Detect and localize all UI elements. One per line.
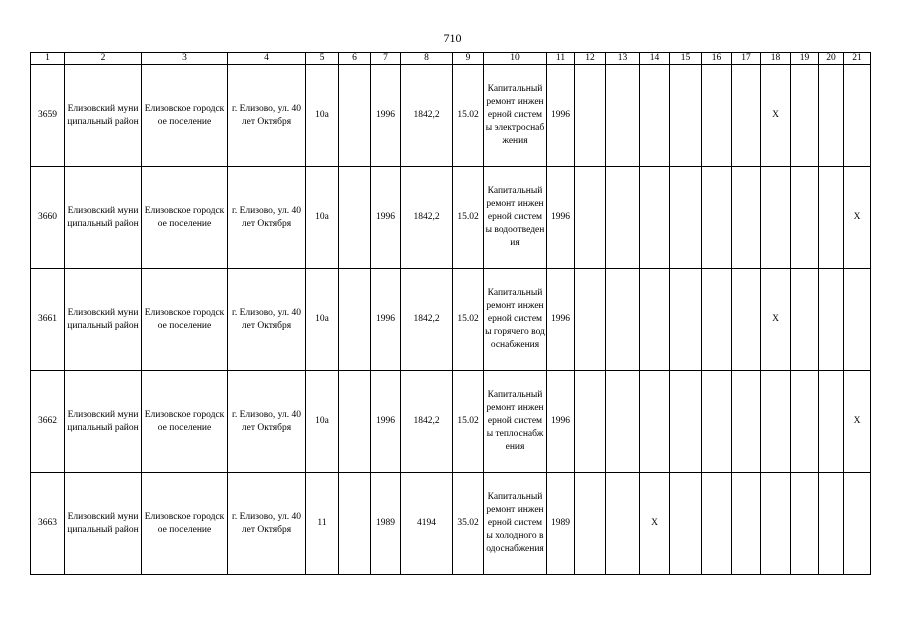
table-cell xyxy=(791,65,819,167)
table-cell xyxy=(606,473,640,575)
column-number: 15 xyxy=(670,53,702,65)
table-cell: 10а xyxy=(306,65,339,167)
table-cell: Х xyxy=(844,167,871,269)
table-cell: 3661 xyxy=(31,269,65,371)
table-cell xyxy=(606,167,640,269)
table-cell: 15.02 xyxy=(453,371,484,473)
table-cell xyxy=(819,371,844,473)
table-cell: Капитальный ремонт инженерной системы горячего водоснабжения xyxy=(484,269,547,371)
table-cell xyxy=(761,167,791,269)
table-cell: 1989 xyxy=(547,473,575,575)
table-cell: 4194 xyxy=(401,473,453,575)
table-cell: Елизовский муниципальный район xyxy=(65,65,142,167)
table-cell: Капитальный ремонт инженерной системы теплоснабжения xyxy=(484,371,547,473)
table-cell: 1842,2 xyxy=(401,65,453,167)
table-cell xyxy=(732,473,761,575)
table-cell xyxy=(606,269,640,371)
table-cell xyxy=(702,167,732,269)
table-cell: 15.02 xyxy=(453,269,484,371)
table-cell: 1996 xyxy=(547,65,575,167)
table-cell xyxy=(640,65,670,167)
table-cell xyxy=(575,473,606,575)
table-cell: 15.02 xyxy=(453,167,484,269)
table-cell: Капитальный ремонт инженерной системы холодного водоснабжения xyxy=(484,473,547,575)
table-cell: 1996 xyxy=(371,65,401,167)
table-cell xyxy=(670,371,702,473)
column-number: 13 xyxy=(606,53,640,65)
column-number: 3 xyxy=(142,53,228,65)
column-number: 5 xyxy=(306,53,339,65)
column-number: 9 xyxy=(453,53,484,65)
table-cell: 1996 xyxy=(547,269,575,371)
register-body xyxy=(31,53,871,575)
table-cell xyxy=(640,269,670,371)
table-cell: г. Елизово, ул. 40 лет Октября xyxy=(228,269,306,371)
table-row xyxy=(31,167,871,269)
table-cell xyxy=(640,167,670,269)
table-cell xyxy=(791,473,819,575)
table-cell xyxy=(575,269,606,371)
column-number: 11 xyxy=(547,53,575,65)
table-cell xyxy=(761,371,791,473)
table-cell: Капитальный ремонт инженерной системы электроснабжения xyxy=(484,65,547,167)
column-number: 18 xyxy=(761,53,791,65)
table-cell: Х xyxy=(640,473,670,575)
table-cell: Капитальный ремонт инженерной системы водоотведения xyxy=(484,167,547,269)
table-cell xyxy=(732,269,761,371)
table-cell: 1842,2 xyxy=(401,269,453,371)
table-cell: 1989 xyxy=(371,473,401,575)
table-cell xyxy=(819,65,844,167)
table-cell xyxy=(844,269,871,371)
column-number: 2 xyxy=(65,53,142,65)
table-cell xyxy=(819,167,844,269)
table-cell: 1996 xyxy=(371,269,401,371)
column-number: 12 xyxy=(575,53,606,65)
table-cell: 35.02 xyxy=(453,473,484,575)
table-cell xyxy=(670,269,702,371)
column-number: 17 xyxy=(732,53,761,65)
table-cell: Елизовское городское поселение xyxy=(142,269,228,371)
table-cell xyxy=(575,65,606,167)
column-number: 20 xyxy=(819,53,844,65)
table-cell: 3660 xyxy=(31,167,65,269)
table-cell xyxy=(606,65,640,167)
table-cell xyxy=(339,371,371,473)
table-cell: 1842,2 xyxy=(401,167,453,269)
table-cell xyxy=(339,167,371,269)
table-cell: 10а xyxy=(306,269,339,371)
table-cell xyxy=(670,65,702,167)
table-cell: 1996 xyxy=(371,167,401,269)
table-cell xyxy=(339,65,371,167)
table-cell: Елизовское городское поселение xyxy=(142,473,228,575)
table-cell: Елизовский муниципальный район xyxy=(65,371,142,473)
table-cell xyxy=(844,473,871,575)
table-cell xyxy=(791,371,819,473)
table-cell: Х xyxy=(761,65,791,167)
table-cell xyxy=(670,167,702,269)
column-number: 16 xyxy=(702,53,732,65)
table-cell xyxy=(819,269,844,371)
table-cell: 3659 xyxy=(31,65,65,167)
table-cell: 1842,2 xyxy=(401,371,453,473)
table-cell: г. Елизово, ул. 40 лет Октября xyxy=(228,167,306,269)
table-cell: Елизовский муниципальный район xyxy=(65,269,142,371)
table-cell xyxy=(761,473,791,575)
table-cell xyxy=(844,65,871,167)
page-number: 710 xyxy=(443,31,462,45)
table-cell: г. Елизово, ул. 40 лет Октября xyxy=(228,473,306,575)
table-cell xyxy=(702,269,732,371)
table-cell: 11 xyxy=(306,473,339,575)
table-row xyxy=(31,65,871,167)
table-cell xyxy=(702,65,732,167)
table-row xyxy=(31,269,871,371)
table-cell xyxy=(732,371,761,473)
table-cell: Х xyxy=(844,371,871,473)
table-cell xyxy=(640,371,670,473)
table-cell: г. Елизово, ул. 40 лет Октября xyxy=(228,371,306,473)
table-cell: Елизовский муниципальный район xyxy=(65,167,142,269)
table-cell: г. Елизово, ул. 40 лет Октября xyxy=(228,65,306,167)
table-cell: 1996 xyxy=(547,371,575,473)
table-cell xyxy=(791,167,819,269)
table-cell xyxy=(732,65,761,167)
table-cell: 3663 xyxy=(31,473,65,575)
table-row xyxy=(31,473,871,575)
table-row xyxy=(31,371,871,473)
table-cell: 15.02 xyxy=(453,65,484,167)
table-cell: 3662 xyxy=(31,371,65,473)
table-cell xyxy=(339,473,371,575)
table-cell xyxy=(575,371,606,473)
table-cell: 10а xyxy=(306,167,339,269)
register-table xyxy=(30,52,871,575)
table-cell xyxy=(670,473,702,575)
table-cell: 1996 xyxy=(371,371,401,473)
column-number: 19 xyxy=(791,53,819,65)
table-cell: 10а xyxy=(306,371,339,473)
column-number: 4 xyxy=(228,53,306,65)
column-number: 21 xyxy=(844,53,871,65)
column-number: 8 xyxy=(401,53,453,65)
table-cell xyxy=(339,269,371,371)
table-cell xyxy=(702,473,732,575)
column-number: 14 xyxy=(640,53,670,65)
table-cell: Елизовское городское поселение xyxy=(142,65,228,167)
column-number: 6 xyxy=(339,53,371,65)
column-number: 7 xyxy=(371,53,401,65)
column-number-row xyxy=(31,53,871,65)
table-cell xyxy=(606,371,640,473)
table-cell xyxy=(791,269,819,371)
table-cell: Х xyxy=(761,269,791,371)
table-cell xyxy=(702,371,732,473)
table-cell xyxy=(819,473,844,575)
table-cell: 1996 xyxy=(547,167,575,269)
table-cell xyxy=(575,167,606,269)
table-cell: Елизовское городское поселение xyxy=(142,371,228,473)
table-cell: Елизовский муниципальный район xyxy=(65,473,142,575)
column-number: 10 xyxy=(484,53,547,65)
column-number: 1 xyxy=(31,53,65,65)
table-cell: Елизовское городское поселение xyxy=(142,167,228,269)
table-cell xyxy=(732,167,761,269)
